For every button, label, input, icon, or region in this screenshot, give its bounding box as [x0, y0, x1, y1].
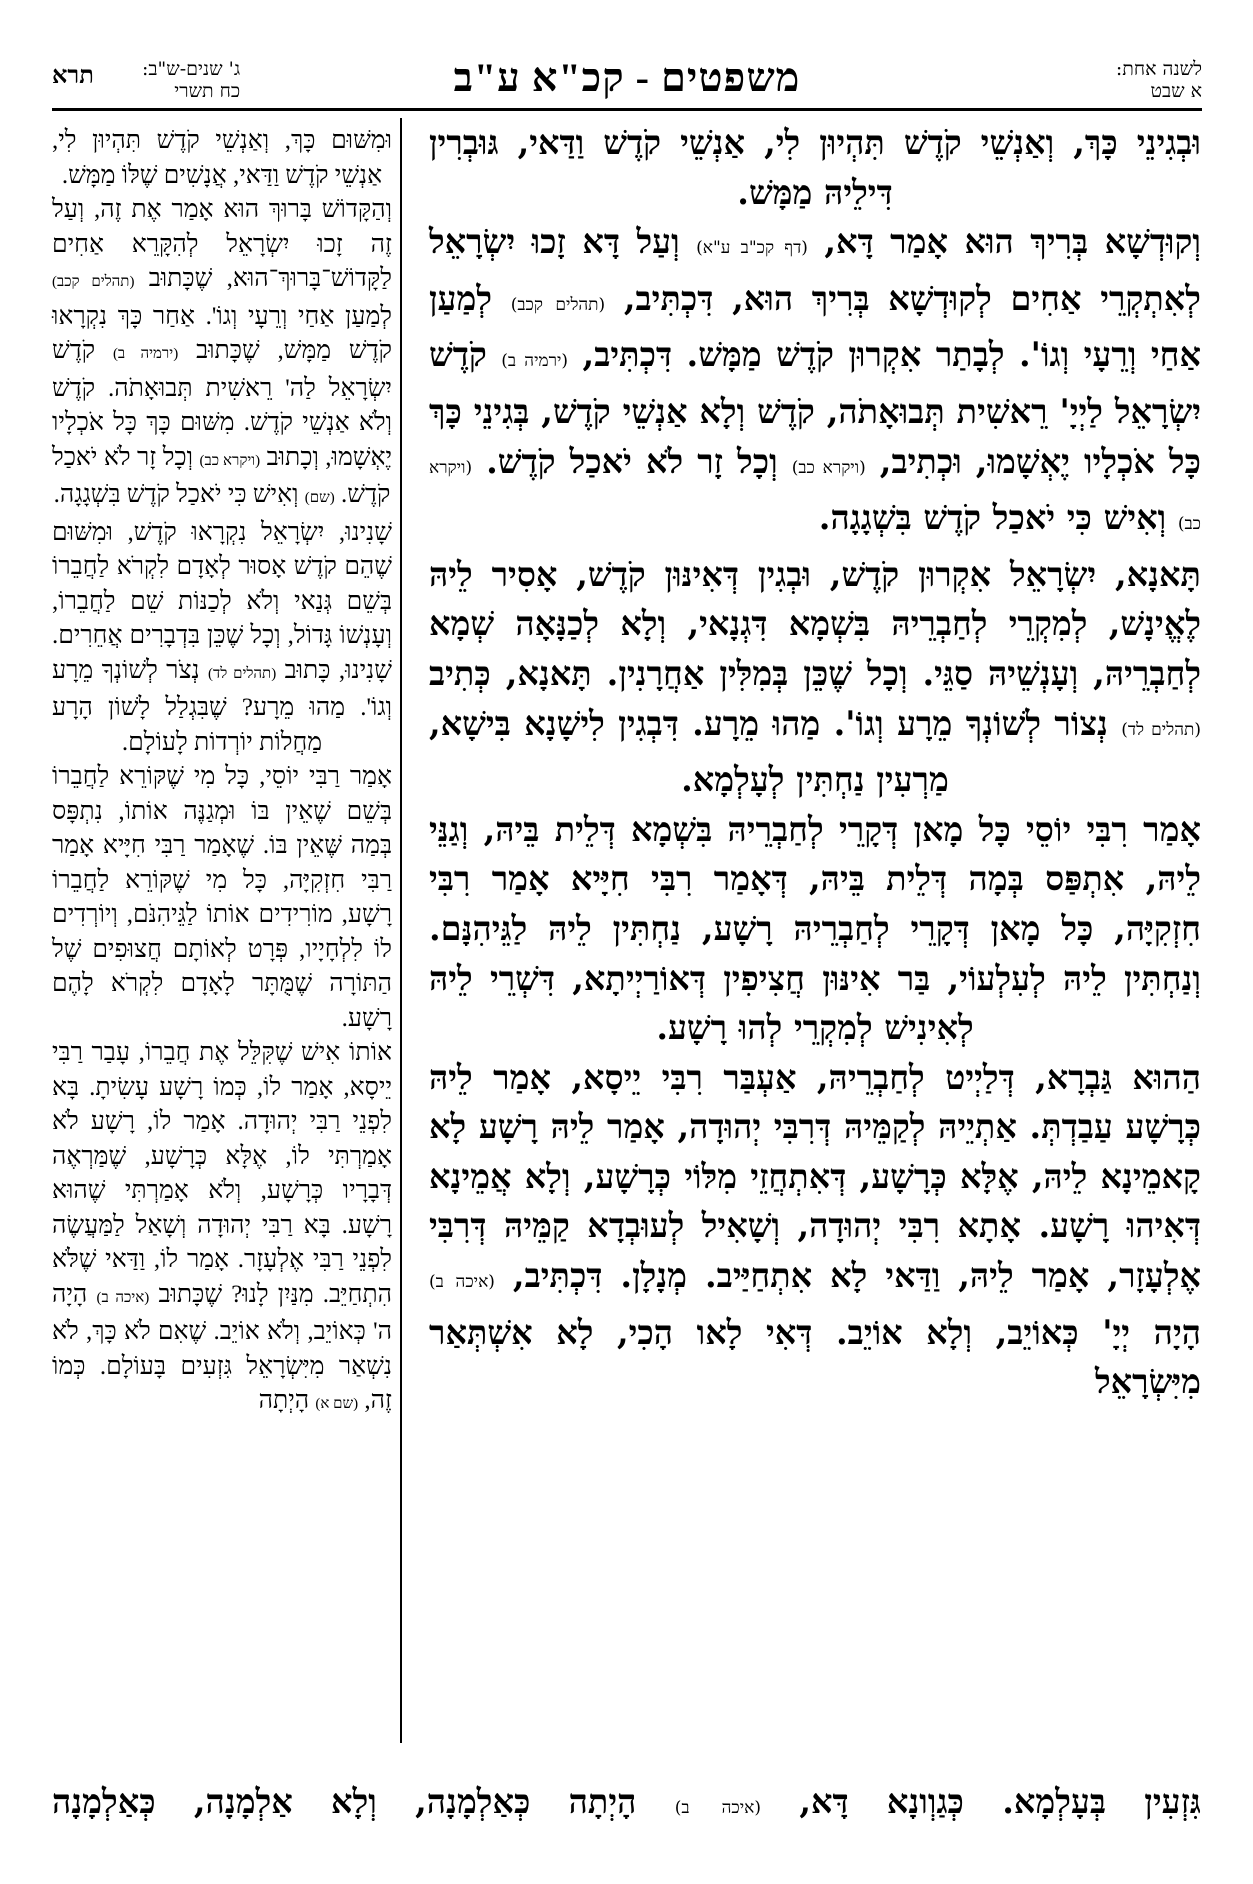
translation-paragraph — [52, 193, 392, 516]
text-segment: לְמַעַן אַחַי וְרֵעָי וְגוֹ'. לְבָתַר אִקְרוּן קֹדֶשׁ מַמָּשׁ. דִּכְתִּיב, — [429, 278, 1201, 375]
text-segment: הָיְתָה — [258, 1387, 310, 1414]
page-number: תרא — [52, 60, 94, 89]
source-reference: (ויקרא כב) — [429, 457, 1201, 535]
text-segment: וְהַקָּדוֹשׁ בָּרוּךְ הוּא אָמַר אֶת זֶה, וְעַל זֶה זָכוּ יִשְׂרָאֵל לְהִקָּרֵא אַחִים לַקָּדוֹשׁ־בָּרוּךְ־הוּא, שֶׁכָּתוּב — [52, 196, 392, 292]
text-segment: וְכָל זָר לֹא יֹאכַל קֹדֶשׁ. — [486, 441, 778, 481]
schedule-label: ג' שנים-ש"ב: — [142, 58, 241, 80]
schedule-label: לשנה אחת: — [1115, 58, 1202, 80]
text-segment: הָיָה יְיָ' כְּאוֹיֵב, וְלָא אוֹיֵב. דְּאִי לָאו הָכִי, לָא אִשְׁתְּאַר מִיִּשְׂרָאֵל — [429, 1312, 1201, 1402]
schedule-date: כח תשרי — [174, 80, 241, 102]
source-reference: (איכה ב) — [674, 1798, 761, 1818]
source-reference: (תהלים לד) — [208, 665, 277, 682]
text-segment: שָׁנִינוּ, יִשְׂרָאֵל נִקְרָאוּ קֹדֶשׁ, וּמִשּׁוּם שֶׁהֵם קֹדֶשׁ אָסוּר לְאָדָם לִקְרֹא לַחֲבֵרוֹ בְּשֵׁם גְּנַאי וְלֹא לְכַנּוֹת שֵׁם לַחֲבֵרוֹ, וְעָנְשׁוֹ גָּדוֹל, וְכָל שֶׁכֵּן בִּדְבָרִים אֲחֵרִים. שָׁנִינוּ, כָּתוּב — [52, 518, 392, 684]
source-reference: (תהלים לד) — [1121, 719, 1201, 740]
text-segment: אוֹתוֹ אִישׁ שֶׁקִּלֵּל אֶת חֲבֵרוֹ, עָבַר רַבִּי יֵיסָא, אָמַר לוֹ, כְּמוֹ רָשָׁע עָשִׂיתָ. בָּא לִפְנֵי רַבִּי יְהוּדָה. אָמַר לוֹ, רָשָׁע לֹא אָמַרְתִּי לוֹ, אֶלָּא כְּרָשָׁע, שֶׁמַּרְאֶה דְּבָרָיו כְּרָשָׁע, וְלֹא אָמַרְתִּי שֶׁהוּא רָשָׁע. בָּא רַבִּי יְהוּדָה וְשָׁאַל לַמַּעֲשֶׂה לִפְנֵי רַבִּי אֶלְעָזָר. אָמַר לוֹ, וַדַּאי שֶׁלֹּא הִתְחַיֵּב. מִנַּיִן לָנוּ? שֶׁכָּתוּב — [52, 1039, 393, 1308]
text-segment: הַהוּא גַּבְרָא, דְּלַיְיט לְחַבְרֵיהּ, אַעְבַּר רִבִּי יֵיסָא, אָמַר לֵיהּ כְּרָשָׁע עַבַדְתְּ. אַתְיֵיהּ לְקַמֵּיהּ דְּרִבִּי יְהוּדָה, אָמַר לֵיהּ רָשָׁע לָא קָאמֵינָא לֵיהּ, אֶלָּא כְּרָשָׁע, דְּאִתְחֲזֵי מִלּוֹי כְּרָשָׁע, וְלָא אֲמֵינָא דְּאִיהוּ רָשָׁע. אָתָא רִבִּי יְהוּדָה, וְשָׁאִיל לְעוּבְדָא קַמֵּיהּ דְּרִבִּי אֶלְעָזָר, אָמַר לֵיהּ, וַדַּאי לָא אִתְחַיַּיב. מְנָלָן. דִּכְתִּיב, — [429, 1057, 1201, 1296]
hebrew-translation-column — [52, 124, 392, 1422]
source-reference: (שם) — [304, 490, 335, 506]
source-reference: (דף קכ"ב ע"א) — [696, 238, 808, 259]
text-segment: אָמַר רַבִּי יוֹסֵי, כָּל מִי שֶׁקּוֹרֵא לַחֲבֵרוֹ בְּשֵׁם שֶׁאֵין בּוֹ וּמְגַנֶּה אוֹתוֹ, נִתְפָּס בְּמַה שֶּׁאֵין בּוֹ. שֶׁאָמַר רַבִּי חִיָּיא אָמַר רַבִּי חִזְקִיָּה, כָּל מִי שֶׁקּוֹרֵא לַחֲבֵרוֹ רָשָׁע, מוֹרִידִים אוֹתוֹ לַגֵּיהִנֹּם, וְיוֹרְדִים לוֹ לִלְחָיָיו, פְּרָט לְאוֹתָם חֲצוּפִים שֶׁל הַתּוֹרָה שֶׁמֻּתָּר לָאָדָם לִקְרֹא לָהֶם רָשָׁע. — [52, 763, 392, 1032]
source-reference: (איכה ב) — [96, 1289, 150, 1306]
main-paragraph — [429, 550, 1201, 805]
text-segment: וְעַל דָּא זָכוּ יִשְׂרָאֵל לְאִתְקְרֵי אַחִים לְקוּדְשָׁא בְּרִיךְ הוּא, דִּכְתִּיב, — [429, 222, 1201, 318]
main-paragraph — [429, 1053, 1201, 1407]
text-segment: וְקוּדְשָׁא בְּרִיךְ הוּא אָמַר דָּא, — [824, 222, 1201, 262]
source-reference: (ויקרא כב) — [791, 457, 866, 478]
text-segment: וְכָל זָר לֹא יֹאכַל קֹדֶשׁ. — [52, 443, 391, 508]
text-segment: אָמַר רִבִּי יוֹסֵי כָּל מָאן דְּקָרֵי לְחַבְרֵיהּ בִּשְׁמָא דְּלֵית בֵּיהּ, וְגַנֵּי לֵיהּ, אִתְפַּס בְּמָה דְּלֵית בֵּיהּ, דְּאָמַר רִבִּי חִיָּיא אָמַר רִבִּי חִזְקִיָּה, כָּל מָאן דְּקָרֵי לְחַבְרֵיהּ רָשָׁע, נַחְתִּין לֵיהּ לַגֵּיהִנָּם. וְנַחְתִּין לֵיהּ לְעִלְעוֹי, בַּר אִינּוּן חֲצִיפִין דְּאוֹרַיְיתָא, דִּשְׁרֵי לֵיהּ לְאִינִישׁ לְמִקְרֵי לְהוּ רָשָׁע. — [429, 809, 1201, 1048]
text-segment: קֹדֶשׁ יִשְׂרָאֵל לַה' רֵאשִׁית תְּבוּאָתֹה. קֹדֶשׁ וְלֹא אַנְשֵׁי קֹדֶשׁ. מִשּׁוּם כָּךְ כָּל אֹכְלָיו יֶאְשָׁמוּ, וְכָתוּב — [52, 337, 393, 471]
source-reference: (ירמיה ב) — [112, 346, 179, 362]
source-reference: (תהלים קכב) — [510, 294, 606, 315]
source-reference: (שם א) — [315, 1396, 359, 1412]
text-segment: נְצוֹר לְשׁוֹנְךָ מֵרָע וְגוֹ'. מַהוּ מֵרָע. דִּבְגִין לִישָׁנָא בִּישָׁא, מַרְעִין נַחְתִּין לְעָלְמָא. — [429, 703, 1108, 800]
source-reference: (תהלים קכב) — [52, 274, 135, 290]
header-divider — [52, 108, 1202, 111]
text-segment: וּמִשּׁוּם כָּךְ, וְאַנְשֵׁי קֹדֶשׁ תִּהְיוּן לִי, אַנְשֵׁי קֹדֶשׁ וַדַּאי, אֲנָשִׁים שֶׁלּוֹ מַמָּשׁ. — [52, 127, 392, 189]
translation-paragraph — [52, 1036, 392, 1422]
text-segment: תָּאנָא, יִשְׂרָאֵל אִקְרוּן קֹדֶשׁ, וּבְגִין דְּאִינּוּן קֹדֶשׁ, אָסִיר לֵיהּ לֶאֱינָשׁ, לְמִקְרֵי לְחַבְרֵיהּ בִּשְׁמָא דִּגְנָאי, וְלָא לְכַנָּאָה שְׁמָא לְחַבְרֵיהּ, וְעָנְשֵׁיהּ סַגֵּי. וְכָל שֶׁכֵּן בְּמִלִּין אַחֲרָנִין. תָּאנָא, כְּתִיב — [429, 554, 1201, 693]
source-reference: (ויקרא כב) — [199, 452, 261, 469]
translation-paragraph — [52, 760, 392, 1036]
column-divider — [400, 118, 402, 1743]
translation-paragraph — [52, 516, 392, 761]
schedule-date: א שבט — [1150, 80, 1202, 102]
text-segment: וְאִישׁ כִּי יֹאכַל קֹדֶשׁ בִּשְׁגָגָה. — [818, 498, 1167, 538]
full-width-bottom-line — [52, 1777, 1201, 1833]
text-segment: גִּזְעִין בְּעָלְמָא. כְּגַוְונָא דָּא, — [799, 1782, 1201, 1821]
text-segment: וְאִישׁ כִּי יֹאכַל קֹדֶשׁ בִּשְׁגָגָה. — [53, 481, 299, 508]
text-segment: קֹדֶשׁ יִשְׂרָאֵל לַיְיָ' רֵאשִׁית תְּבוּאָתֹה, קֹדֶשׁ וְלָא אַנְשֵׁי קֹדֶשׁ, בְּגִינֵי כָּךְ כָּל אֹכְלָיו יֶאְשָׁמוּ, וּכְתִיב, — [429, 335, 1201, 481]
translation-paragraph — [52, 124, 392, 193]
source-reference: (ירמיה ב) — [501, 351, 569, 372]
text-segment: הָיְתָה כְּאַלְמָנָה, וְלָא אַלְמָנָה, כְּאַלְמָנָה — [52, 1782, 637, 1821]
text-segment: הָיָה ה' כְּאוֹיֵב, וְלֹא אוֹיֵב. שֶׁאִם לֹא כָּךְ, לֹא נִשְׁאַר מִיִּשְׂרָאֵל גִּזְעִים בָּעוֹלָם. כְּמוֹ זֶה, — [52, 1280, 392, 1414]
main-paragraph — [429, 217, 1201, 550]
page-title: משפטים - קכ"א ע"ב — [453, 55, 801, 100]
aramaic-main-text — [429, 118, 1201, 1407]
main-paragraph — [429, 805, 1201, 1053]
text-segment: נְצֹר לְשׁוֹנְךָ מֵרָע וְגוֹ'. מַהוּ מֵרָע? שֶׁבִּגְלַל לָשׁוֹן הָרָע מַחֲלוֹת יוֹרְדוֹת לָעוֹלָם. — [52, 656, 392, 756]
study-schedule-three-year — [142, 58, 240, 102]
main-paragraph — [429, 118, 1201, 217]
text-segment: וּבְגִינֵי כָּךְ, וְאַנְשֵׁי קֹדֶשׁ תִּהְיוּן לִי, אַנְשֵׁי קֹדֶשׁ וַדַּאי, גּוּבְרִין דִּילֵיהּ מַמָּשׁ. — [429, 123, 1201, 212]
source-reference: (איכה ב) — [429, 1272, 495, 1293]
text-segment: לְמַעַן אַחַי וְרֵעָי וְגוֹ'. אַחַר כָּךְ נִקְרָאוּ קֹדֶשׁ מַמָּשׁ, שֶׁכָּתוּב — [52, 302, 393, 364]
